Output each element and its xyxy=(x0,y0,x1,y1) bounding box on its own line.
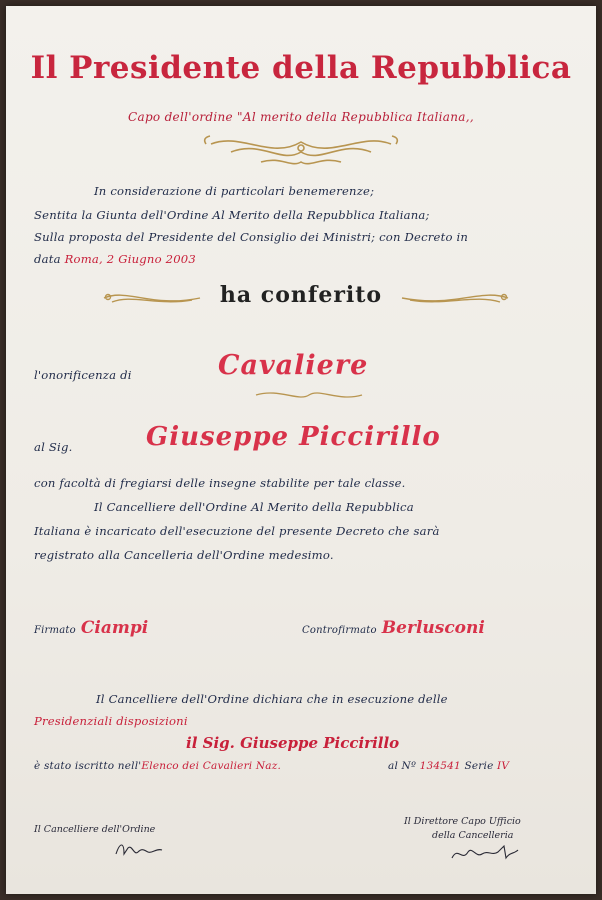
countersigned-by xyxy=(302,618,485,638)
director-signature xyxy=(450,842,520,868)
series-value: IV xyxy=(497,760,510,772)
signed-by xyxy=(34,618,148,638)
preamble-line-3: Sulla proposta del Presidente del Consiglio dei Ministri; con Decreto in xyxy=(34,230,469,244)
clause-line-2: Il Cancelliere dell'Ordine Al Merito della Repubblica xyxy=(94,500,414,514)
registration-recipient: il Sig. Giuseppe Piccirillo xyxy=(186,734,400,752)
decree-date: Roma, 2 Giugno 2003 xyxy=(64,252,196,266)
top-flourish-ornament xyxy=(201,130,401,172)
honour-flourish-ornament xyxy=(254,388,364,402)
preamble-line-2: Sentita la Giunta dell'Ordine Al Merito della Repubblica Italiana; xyxy=(34,208,430,222)
registration-prefix: è stato iscritto nell' xyxy=(34,760,142,772)
registration-line-4 xyxy=(34,760,281,772)
countersigned-label: Controfirmato xyxy=(302,625,377,636)
director-title-2: della Cancelleria xyxy=(432,830,514,841)
recipient-name: Giuseppe Piccirillo xyxy=(146,422,441,452)
signed-name: Ciampi xyxy=(80,618,149,638)
signed-label: Firmato xyxy=(34,625,76,636)
series-label: Serie xyxy=(464,760,494,772)
honour-title: Cavaliere xyxy=(218,350,369,381)
chancellor-signature xyxy=(114,840,164,864)
director-title-1: Il Direttore Capo Ufficio xyxy=(404,816,521,827)
registration-number: 134541 xyxy=(419,760,461,772)
preamble-line-4 xyxy=(34,252,196,266)
clause-line-1: con facoltà di fregiarsi delle insegne stabilite per tale classe. xyxy=(34,476,406,490)
registration-list-name: Elenco dei Cavalieri Naz. xyxy=(141,760,282,772)
clause-line-4: registrato alla Cancelleria dell'Ordine medesimo. xyxy=(34,548,334,562)
certificate-page xyxy=(6,6,596,894)
preamble-line-1: In considerazione di particolari benemerenze; xyxy=(94,184,375,198)
document-subtitle: Capo dell'ordine "Al merito della Repubblica Italiana,, xyxy=(128,110,474,124)
registration-line-2: Presidenziali disposizioni xyxy=(34,714,188,728)
recipient-label: al Sig. xyxy=(34,440,73,454)
document-title: Il Presidente della Repubblica xyxy=(30,50,572,86)
registration-number-block xyxy=(388,760,509,772)
honour-label: l'onorificenza di xyxy=(34,368,132,382)
date-prefix: data xyxy=(34,252,61,266)
countersigned-name: Berlusconi xyxy=(381,618,485,638)
number-label: al Nº xyxy=(388,760,417,772)
clause-line-3: Italiana è incaricato dell'esecuzione del presente Decreto che sarà xyxy=(34,524,440,538)
chancellor-title: Il Cancelliere dell'Ordine xyxy=(34,824,156,835)
right-flourish-ornament xyxy=(400,288,510,308)
conferral-heading: ha conferito xyxy=(219,282,383,308)
registration-line-1: Il Cancelliere dell'Ordine dichiara che in esecuzione delle xyxy=(96,692,448,706)
